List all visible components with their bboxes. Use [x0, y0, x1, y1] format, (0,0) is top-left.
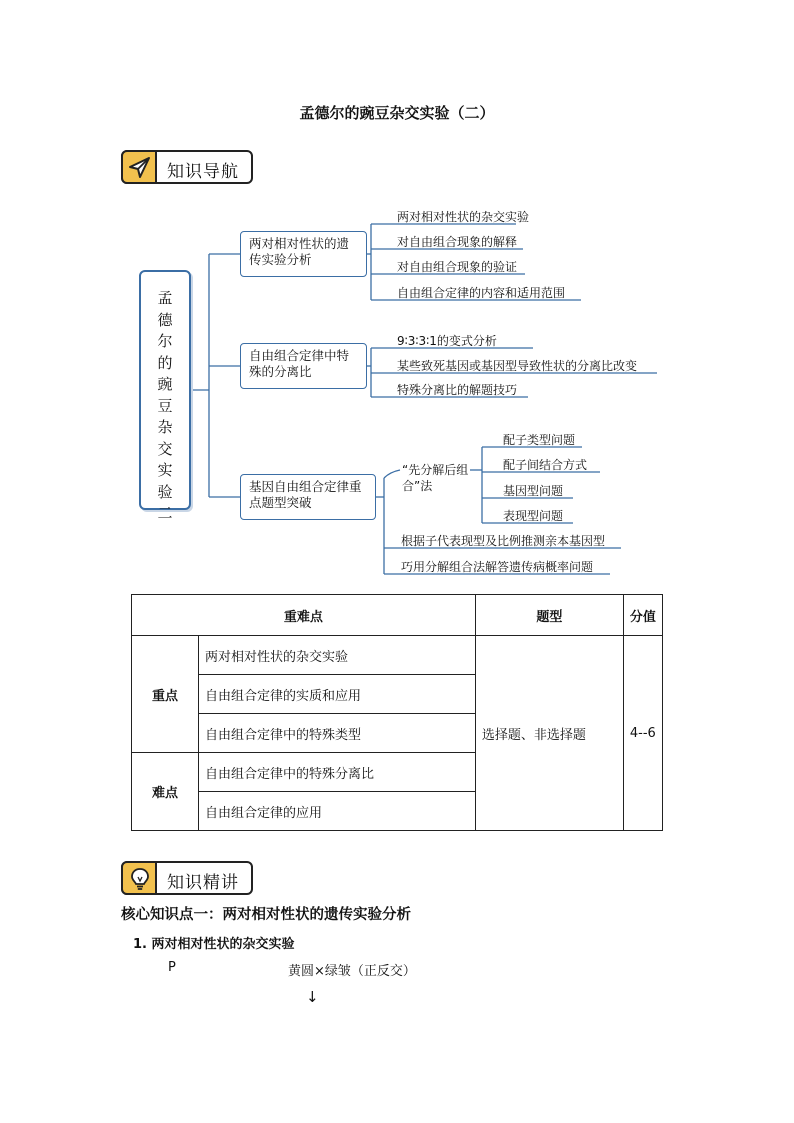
table-cell: 自由组合定律中的特殊分离比 [199, 753, 476, 792]
down-arrow-icon: ↓ [306, 988, 319, 1006]
sub-branch-decompose: “先分解后组合”法 [402, 463, 469, 493]
table-cell: 两对相对性状的杂交实验 [199, 636, 476, 675]
subsection-heading: 1. 两对相对性状的杂交实验 [133, 937, 295, 952]
page-title: 孟德尔的豌豆杂交实验（二） [299, 104, 495, 122]
leaf: 根据子代表现型及比例推测亲本基因型 [401, 534, 606, 548]
table-header: 题型 [475, 595, 623, 636]
leaf: 表现型问题 [503, 509, 564, 523]
leaf: 自由组合定律的内容和适用范围 [397, 286, 566, 300]
table-row [132, 636, 663, 675]
leaf: 对自由组合现象的解释 [397, 235, 518, 249]
group-label: 难点 [132, 753, 199, 831]
table-cell: 自由组合定律的应用 [199, 792, 476, 831]
section-heading: 核心知识点一：两对相对性状的遗传实验分析 [121, 907, 411, 923]
mind-map-root: 孟德尔的豌豆杂交实验二 [139, 270, 191, 510]
lightbulb-icon [121, 861, 157, 895]
leaf: 对自由组合现象的验证 [397, 260, 518, 274]
key-points-table [131, 594, 663, 831]
leaf: 9∶3∶3∶1的变式分析 [397, 334, 497, 348]
banner-label: 知识精讲 [167, 873, 239, 893]
generation-label-p: P [168, 960, 176, 975]
branch-two-traits: 两对相对性状的遗传实验分析 [240, 231, 367, 277]
group-label: 重点 [132, 636, 199, 753]
branch-special-ratio: 自由组合定律中特殊的分离比 [240, 343, 367, 389]
table-cell: 自由组合定律中的特殊类型 [199, 714, 476, 753]
knowledge-lecture-banner [121, 861, 253, 895]
table-header: 重难点 [132, 595, 476, 636]
question-type-cell: 选择题、非选择题 [475, 636, 623, 831]
leaf: 某些致死基因或基因型导致性状的分离比改变 [397, 359, 638, 373]
leaf: 特殊分离比的解题技巧 [397, 383, 518, 397]
leaf: 巧用分解组合法解答遗传病概率问题 [401, 560, 594, 574]
cross-text: 黄圆×绿皱（正反交） [288, 964, 416, 979]
leaf: 配子间结合方式 [503, 458, 588, 472]
score-cell: 4--6 [623, 636, 662, 831]
branch-key-problems: 基因自由组合定律重点题型突破 [240, 474, 376, 520]
banner-label: 知识导航 [167, 162, 239, 182]
leaf: 基因型问题 [503, 484, 564, 498]
table-header: 分值 [623, 595, 662, 636]
leaf: 配子类型问题 [503, 433, 576, 447]
leaf: 两对相对性状的杂交实验 [397, 210, 530, 224]
table-cell: 自由组合定律的实质和应用 [199, 675, 476, 714]
